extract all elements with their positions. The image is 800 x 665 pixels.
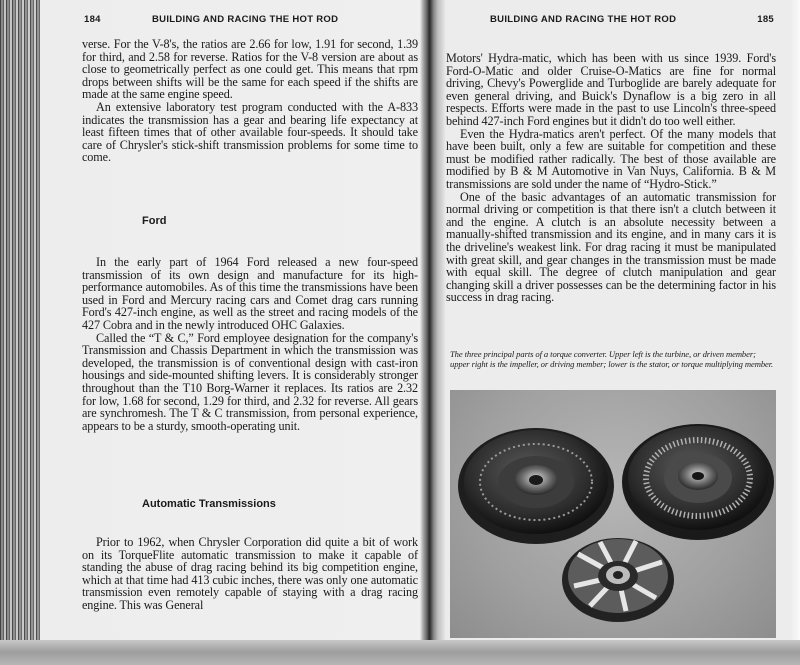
paragraph: An extensive laboratory test program conducted with the A-833 indicates the transmission has a gear and bearing life expectancy at least fifteen times that of other available four-speeds. It should take care of Chrysler's stick-shift transmission problems for some time to come. <box>82 99 418 165</box>
torque-converter-photo <box>450 390 776 638</box>
paragraph: Motors' Hydra-matic, which has been with us since 1939. Ford's Ford-O-Matic and older Cruise-O-Matics are fine for normal driving, Chevy's Powerglide and Turboglide are barely adequate for even general driving, and Buick's Dynaflow is a big zero in all respects. Efforts were made in the past to use Lincoln's three-speed behind 427-inch Ford engines but it didn't do too well either. <box>446 51 776 128</box>
page-edges <box>0 0 40 665</box>
ford-heading: Ford <box>142 215 167 227</box>
book-spine <box>420 0 438 665</box>
left-running-head <box>82 8 418 30</box>
ford-text <box>82 256 418 432</box>
figure-caption-block <box>450 350 776 369</box>
right-running-title: BUILDING AND RACING THE HOT ROD <box>490 14 677 25</box>
paragraph: verse. For the V-8's, the ratios are 2.66 for low, 1.91 for second, 1.39 for third, and 2.58 for reverse. Ratios for the V-8 version are about as close to geometrically perfect as one could get. This means that rpm drops between shifts will be the same for each speed if the shifts are made at the same engine speed. <box>82 37 418 102</box>
torque-converter-illustration <box>450 390 776 638</box>
right-page <box>446 8 776 369</box>
impeller-part <box>622 424 774 540</box>
automatic-text <box>82 536 418 612</box>
paragraph: Prior to 1962, when Chrysler Corporation did quite a bit of work on its TorqueFlite automatic transmission to make it capable of standing the abuse of drag racing behind its big competition engine, which at that time had 413 cubic inches, there was only one automatic transmission even remotely capable of staying with a drag racing engine. This was General <box>82 535 418 612</box>
right-running-head <box>446 8 776 30</box>
left-running-title: BUILDING AND RACING THE HOT ROD <box>152 14 339 25</box>
right-page-number: 185 <box>757 14 774 25</box>
left-page <box>82 8 418 612</box>
left-page-number: 184 <box>84 14 101 25</box>
right-text <box>446 52 776 304</box>
paragraph: One of the basic advantages of an automatic transmission for normal driving or competition is that there isn't a clutch between it and the engine. A clutch is an absolute necessity between a manually-shifted transmission and its engine, and in many cars it is the driveline's weakest link. For drag racing it must be manipulated with great skill, and gear changes in the transmission must be made with equal skill. The degree of clutch manipulation and gear changing skill a driver possesses can be the determining factor in his success in drag racing. <box>446 189 776 305</box>
figure-caption: The three principal parts of a torque converter. Upper left is the turbine, or driven member; upper right is the impeller, or driving member; lower is the stator, or torque multiplying member. <box>450 349 774 369</box>
automatic-transmissions-heading: Automatic Transmissions <box>142 498 276 510</box>
paragraph: In the early part of 1964 Ford released a new four-speed transmission of its own design and manufacture for its high-performance automobiles. As of this time the transmissions have been used in Ford and Mercury racing cars and Comet drag cars running Ford's 427-inch engine, as well as the street and racing models of the 427 Cobra and in the newly introduced OHC Galaxies. <box>82 255 418 332</box>
stator-part <box>562 538 674 622</box>
paragraph: Even the Hydra-matics aren't perfect. Of the many models that have been built, only a few are suitable for competition and these must be modified rather radically. The best of those available are modified by B & M Automotive in Van Nuys, California. B & M transmissions are sold under the name of “Hydro-Stick.” <box>446 126 776 191</box>
bottom-edge <box>0 640 800 665</box>
intro-text <box>82 38 418 164</box>
turbine-part <box>458 428 614 544</box>
paragraph: Called the “T & C,” Ford employee designation for the company's Transmission and Chassis Department in which the transmission was developed, the transmission is of conventional design with cast-iron housings and side-mounted shifting levers. It is considerably stronger throughout than the T10 Borg-Warner it replaces. Its ratios are 2.32 for low, 1.68 for second, 1.29 for third, and 2.32 for reverse. All gears are synchromesh. The T & C transmission, from personal experience, appears to be a sturdy, smooth-operating unit. <box>82 330 418 433</box>
